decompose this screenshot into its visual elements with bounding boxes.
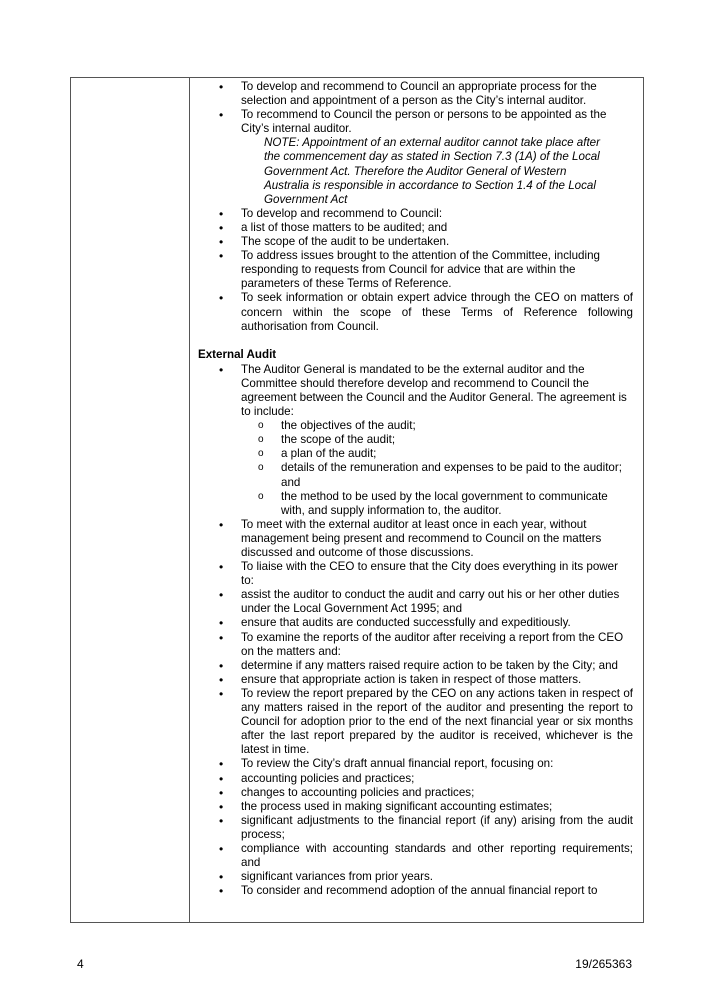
list-item: • determine if any matters raised require action to be taken by the City; and bbox=[196, 659, 633, 673]
sub-list-item: o details of the remuneration and expenses to be paid to the auditor; and bbox=[196, 461, 633, 489]
list-item: • The Auditor General is mandated to be the external auditor and the Committee should therefore develop and recommend to Council the agreement between the Council and the Auditor General. The agreement is to include: bbox=[196, 363, 633, 419]
list-item: • To meet with the external auditor at least once in each year, without management being present and recommend to Council on the matters discussed and outcome of those discussions. bbox=[196, 518, 633, 560]
note-text: NOTE: Appointment of an external auditor cannot take place after the commencement day as stated in Section 7.3 (1A) of the Local Government Act. Therefore the Auditor General of Western Australia is responsible in accordance to Section 1.4 of the Local Government Act bbox=[264, 136, 600, 206]
list-item: • significant variances from prior years. bbox=[196, 870, 633, 884]
list-item: • significant adjustments to the financial report (if any) arising from the audit process; bbox=[196, 814, 633, 842]
list-item: • the process used in making significant accounting estimates; bbox=[196, 800, 633, 814]
list-item: • assist the auditor to conduct the audit and carry out his or her other duties under the Local Government Act 1995; and bbox=[196, 588, 633, 616]
section-heading-external-audit: External Audit bbox=[198, 347, 277, 361]
page-number: 4 bbox=[77, 957, 84, 971]
list-item: • changes to accounting policies and practices; bbox=[196, 786, 633, 800]
sub-list-item: o the scope of the audit; bbox=[196, 433, 633, 447]
list-item: • ensure that audits are conducted successfully and expeditiously. bbox=[196, 616, 633, 630]
list-item: • To develop and recommend to Council an appropriate process for the selection and appointment of a person as the City’s internal auditor. bbox=[196, 80, 633, 108]
list-item: • To review the report prepared by the CEO on any actions taken in respect of any matters raised in the report of the auditor and presenting the report to Council for adoption prior to the end of the next financial year or six months after the last report prepared by the auditor is received, whichever is the latest in time. bbox=[196, 687, 633, 757]
document-reference: 19/265363 bbox=[575, 957, 632, 971]
list-item: • To consider and recommend adoption of the annual financial report to bbox=[196, 884, 633, 898]
list-item: • ensure that appropriate action is taken in respect of those matters. bbox=[196, 673, 633, 687]
sub-list-item: o a plan of the audit; bbox=[196, 447, 633, 461]
list-item: • compliance with accounting standards and other reporting requirements; and bbox=[196, 842, 633, 870]
terms-table bbox=[70, 77, 644, 923]
list-item: • To review the City’s draft annual financial report, focusing on: bbox=[196, 757, 633, 771]
sub-list-item: o the objectives of the audit; bbox=[196, 419, 633, 433]
list-item: • To recommend to Council the person or persons to be appointed as the City’s internal auditor. bbox=[196, 108, 633, 136]
list-item: • accounting policies and practices; bbox=[196, 772, 633, 786]
list-item: • The scope of the audit to be undertaken. bbox=[196, 235, 633, 249]
table-content-cell bbox=[196, 80, 633, 898]
list-item: • To seek information or obtain expert advice through the CEO on matters of concern within the scope of these Terms of Reference following authorisation from Council. bbox=[196, 291, 633, 333]
list-item: • To examine the reports of the auditor after receiving a report from the CEO on the matters and: bbox=[196, 631, 633, 659]
list-item: • To address issues brought to the attention of the Committee, including responding to requests from Council for advice that are within the parameters of these Terms of Reference. bbox=[196, 249, 633, 291]
list-item: • a list of those matters to be audited; and bbox=[196, 221, 633, 235]
sub-list-item: o the method to be used by the local government to communicate with, and supply information to, the auditor. bbox=[196, 490, 633, 518]
column-divider bbox=[189, 78, 190, 922]
list-item: • To liaise with the CEO to ensure that the City does everything in its power to: bbox=[196, 560, 633, 588]
list-item: • To develop and recommend to Council: bbox=[196, 207, 633, 221]
